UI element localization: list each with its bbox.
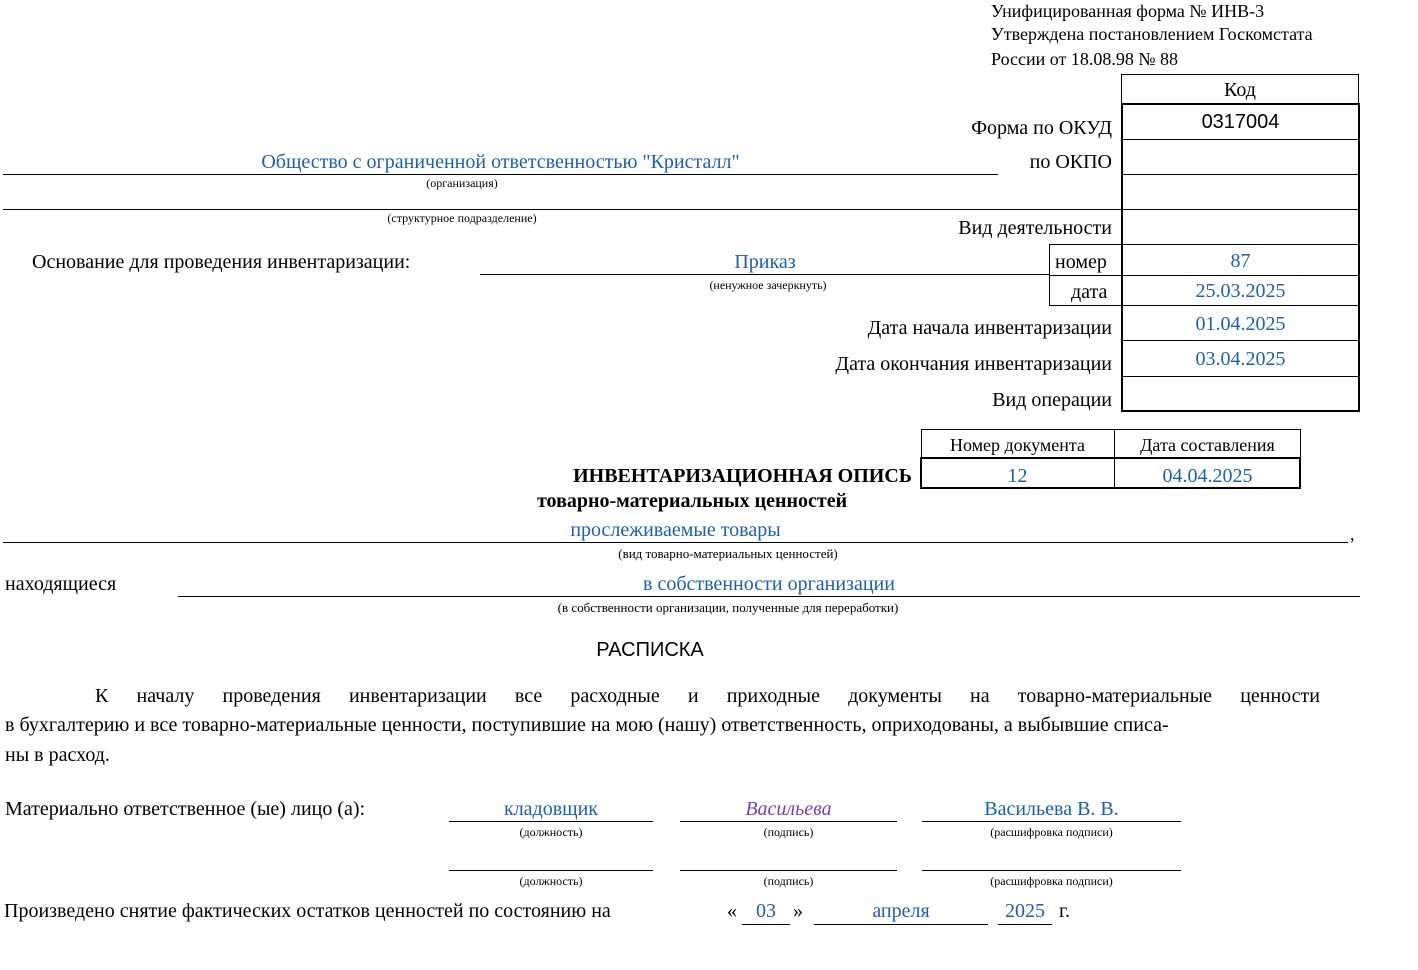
- balance-year-suffix: г.: [1059, 900, 1070, 922]
- receipt-paragraph-line1: К началу проведения инвентаризации все расходные и приходные документы на товарно-материальные ценности: [95, 685, 1320, 707]
- form-header-line2: Утверждена постановлением Госкомстата: [991, 24, 1313, 44]
- order-number-value[interactable]: 87: [1230, 250, 1251, 272]
- located-label: находящиеся: [5, 573, 117, 595]
- decoding2-caption: (расшифровка подписи): [990, 874, 1113, 888]
- receipt-paragraph-line2: в бухгалтерию и все товарно-материальные ценности, поступившие на мою (нашу) ответственность, оприходованы, а выбывшие списа-: [5, 714, 1169, 736]
- document-subtitle: товарно-материальных ценностей: [537, 490, 848, 512]
- balance-quote-close: »: [793, 900, 803, 922]
- doc-date-value[interactable]: 04.04.2025: [1162, 465, 1253, 487]
- subdivision-caption: (структурное подразделение): [387, 211, 537, 225]
- okud-label: Форма по ОКУД: [971, 117, 1112, 139]
- code-header-cell: [1121, 74, 1359, 104]
- organization-caption: (организация): [426, 176, 498, 190]
- organization-name[interactable]: Общество с ограниченной ответсвенностью "Кристалл": [261, 151, 740, 173]
- doc-number-value[interactable]: 12: [1007, 465, 1028, 487]
- position1-caption: (должность): [519, 825, 583, 839]
- order-date-value[interactable]: 25.03.2025: [1195, 280, 1286, 302]
- number-label: номер: [1055, 251, 1107, 273]
- balance-day[interactable]: 03: [756, 900, 776, 922]
- balance-label: Произведено снятие фактических остатков ценностей по состоянию на: [4, 900, 611, 922]
- basis-caption: (ненужное зачеркнуть): [709, 278, 827, 292]
- ownership-caption: (в собственности организации, полученные для переработки): [557, 600, 899, 615]
- signature2-caption: (подпись): [763, 874, 814, 888]
- start-date-value[interactable]: 01.04.2025: [1195, 313, 1286, 335]
- doc-number-header: Номер документа: [949, 435, 1086, 455]
- okpo-label: по ОКПО: [1029, 151, 1112, 173]
- responsible-label: Материально ответственное (ые) лицо (а):: [5, 798, 366, 820]
- decoding1-caption: (расшифровка подписи): [990, 825, 1113, 839]
- document-title: ИНВЕНТАРИЗАЦИОННАЯ ОПИСЬ: [573, 465, 912, 487]
- activity-label: Вид деятельности: [958, 217, 1112, 239]
- goods-type-suffix: ,: [1350, 524, 1355, 544]
- goods-type-value[interactable]: прослеживаемые товары: [570, 519, 781, 541]
- position1-value[interactable]: кладовщик: [503, 798, 598, 820]
- basis-label: Основание для проведения инвентаризации:: [32, 251, 411, 273]
- doc-date-header: Дата составления: [1140, 435, 1275, 455]
- signature1-value[interactable]: Васильева: [745, 798, 832, 820]
- end-date-label: Дата окончания инвентаризации: [835, 353, 1112, 375]
- end-date-value[interactable]: 03.04.2025: [1195, 348, 1286, 370]
- signature1-caption: (подпись): [763, 825, 814, 839]
- okud-value: 0317004: [1201, 111, 1280, 133]
- receipt-paragraph-line3: ны в расход.: [5, 744, 110, 766]
- ownership-value[interactable]: в собственности организации: [643, 573, 895, 595]
- code-header: Код: [1224, 79, 1256, 101]
- operation-label: Вид операции: [992, 389, 1112, 411]
- balance-quote-open: «: [727, 900, 737, 922]
- start-date-label: Дата начала инвентаризации: [867, 317, 1112, 339]
- form-header-line3: России от 18.08.98 № 88: [991, 49, 1179, 69]
- balance-month[interactable]: апреля: [872, 900, 930, 922]
- balance-year[interactable]: 2025: [1005, 900, 1045, 922]
- decoding1-value[interactable]: Васильева В. В.: [984, 798, 1119, 820]
- receipt-title: РАСПИСКА: [596, 639, 704, 661]
- position2-caption: (должность): [519, 874, 583, 888]
- date-label: дата: [1071, 281, 1108, 303]
- goods-type-caption: (вид товарно-материальных ценностей): [618, 546, 838, 561]
- form-header-line1: Унифицированная форма № ИНВ-3: [991, 1, 1265, 21]
- basis-value[interactable]: Приказ: [734, 251, 796, 273]
